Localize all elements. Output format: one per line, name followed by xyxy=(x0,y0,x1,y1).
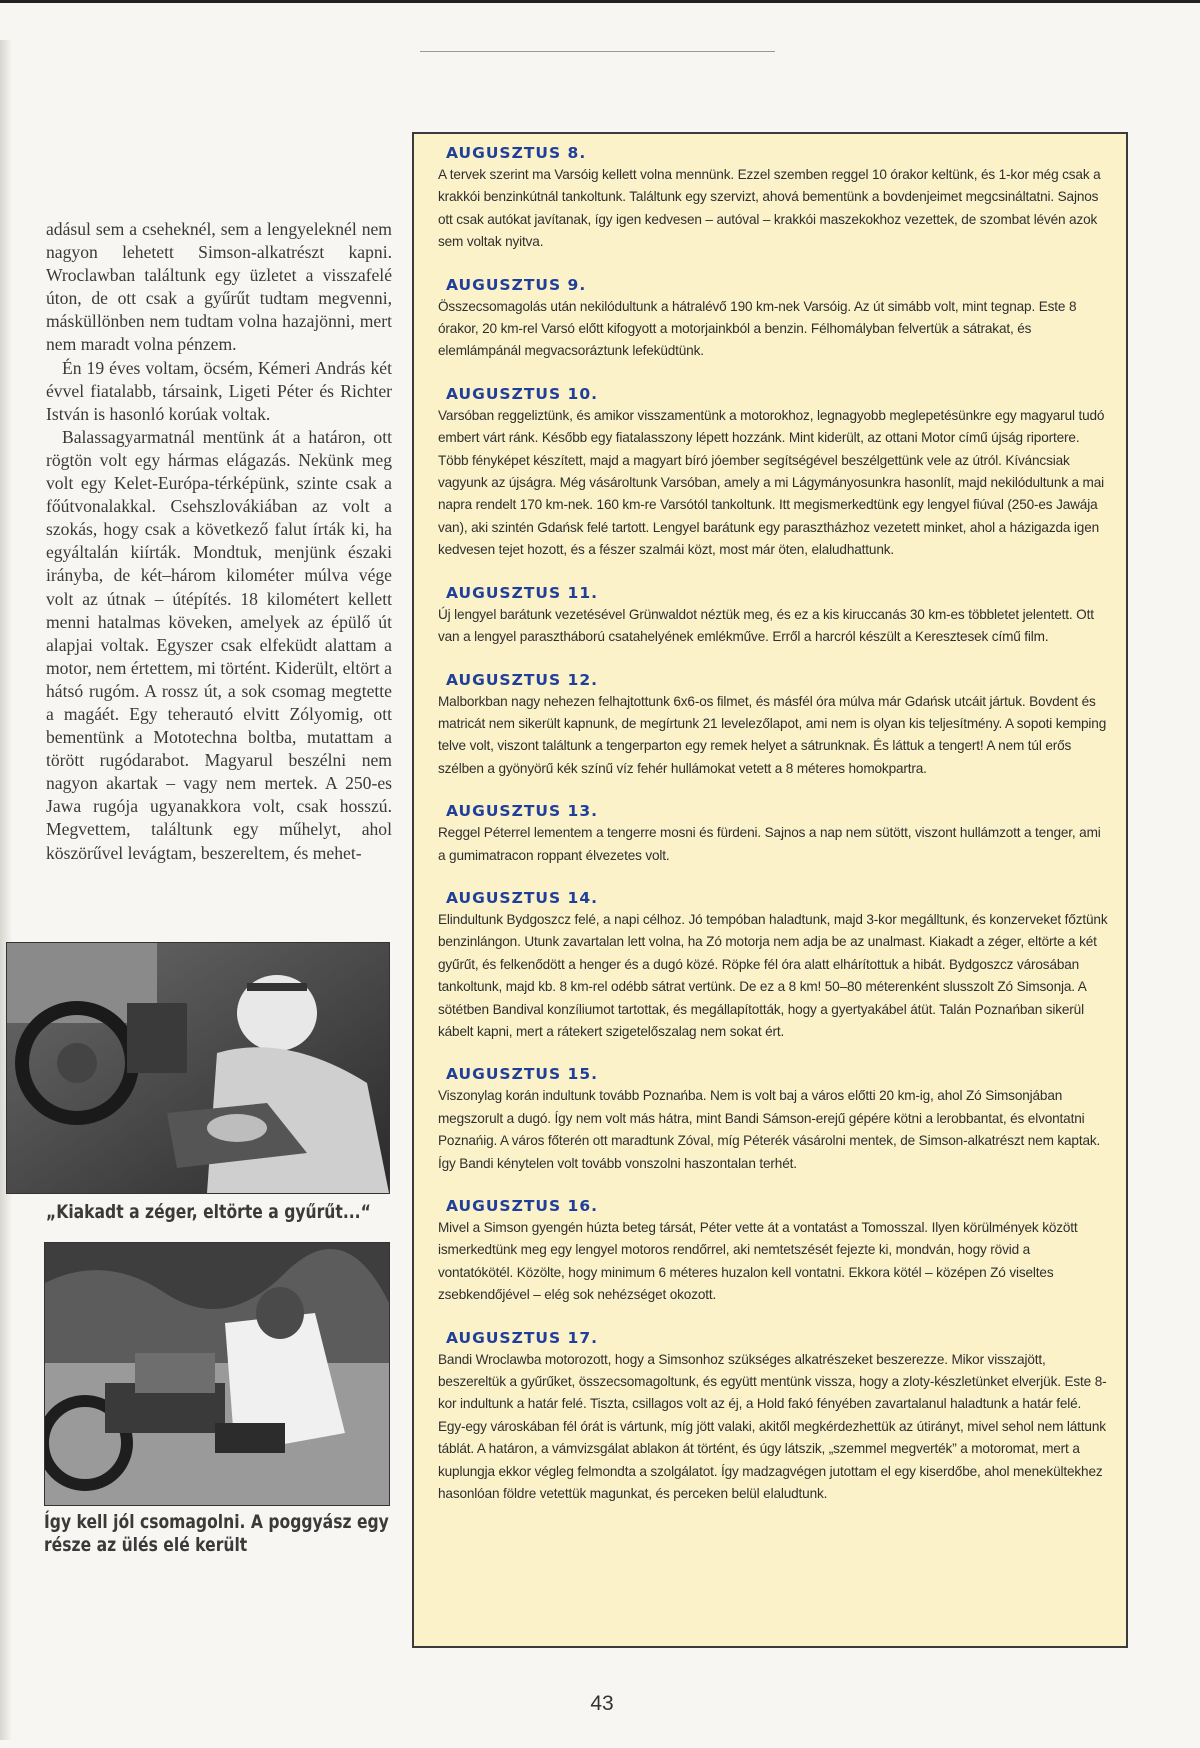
diary-entry xyxy=(438,671,1108,781)
photo-motorcycle-repair xyxy=(6,942,390,1194)
left-text-column xyxy=(46,218,392,865)
entry-date: AUGUSZTUS 9. xyxy=(446,275,587,294)
entry-text: Viszonylag korán indultunk tovább Poznańba. Nem is volt baj a város előtti 20 km-ig, ahol Zó Simsonjában megszorult a dugó. Így nem volt más hátra, mint Bandi Sámson-erejű gépére kötni a lerobbantat, és elvontatni Poznańig. A város főterén ott maradtunk Zóval, míg Péterék vásárolni mentek, de Simson-alkatrészt nem kaptak. Így Bandi kénytelen volt tovább vonszolni haszontalan terhét. xyxy=(438,1088,1101,1171)
diary-entry xyxy=(438,584,1108,649)
page-top-rule xyxy=(0,0,1200,3)
entry-date: AUGUSZTUS 17. xyxy=(446,1328,598,1347)
entry-date: AUGUSZTUS 14. xyxy=(446,888,598,907)
photo-packing-luggage xyxy=(44,1242,390,1506)
photo-caption: Így kell jól csomagolni. A poggyász egy része az ülés elé került xyxy=(44,1511,389,1556)
entry-date: AUGUSZTUS 11. xyxy=(446,583,598,602)
entry-text: Mivel a Simson gyengén húzta beteg társát, Péter vette át a vontatást a Tomosszal. Ilyen körülmények között ismerkedtünk meg egy lengyel motoros rendőrrel, aki nemtetszését fejezte ki, mondván, hogy rövid a vontatókötél. Közölte, hogy minimum 6 méteres huzalon kell vontatni. Ekkora kötél – középen Zó viseltes zsebkendőjével – elég sok nehézséget okozott. xyxy=(438,1220,1078,1303)
entry-date: AUGUSZTUS 8. xyxy=(446,144,587,162)
entry-text: Varsóban reggeliztünk, és amikor visszamentünk a motorokhoz, legnagyobb meglepetésünkre egy magyarul tudó embert várt ránk. Később egy fiatalasszony lépett hozzánk. Mint kiderült, az ottani Motor című újság riportere. Több fényképet készített, majd a magyart bíró jóember segítségével beszélgettünk vele az útról. Kíváncsiak vagyunk az újságra. Még vásároltunk Varsóban, amely a mi Lágymányosunkra hasonlít, majd nekilódultunk a mai napra rendelt 170 km-nek. 160 km-re Varsótól tankoltunk. Itt megismerkedtünk egy lengyel fiúval (250-es Jawája van), aki szintén Gdańsk felé tartott. Lengyel barátunk egy parasztházhoz vezetett minket, ahol a házigazda igen kedvesen tejet hozott, és a fészer szalmái közt, most már öten, elaludhattunk. xyxy=(438,407,1105,558)
diary-entry xyxy=(438,1065,1108,1175)
header-rule xyxy=(420,51,775,52)
entry-date: AUGUSZTUS 12. xyxy=(446,670,598,689)
page-number: 43 xyxy=(590,1692,614,1715)
diary-entry xyxy=(438,1329,1108,1506)
entry-date: AUGUSZTUS 10. xyxy=(446,384,598,403)
diary-box xyxy=(412,132,1128,1648)
entry-date: AUGUSZTUS 15. xyxy=(446,1065,598,1084)
entry-text: Új lengyel barátunk vezetésével Grünwaldot néztük meg, és ez a kis kiruccanás 30 km-es többletet jelentett. Ott van a lengyel parasztháború csatahelyének emlékműve. Erről a harcról készült a Keresztesek című film. xyxy=(438,606,1094,645)
paragraph: Én 19 éves voltam, öcsém, Kémeri András két évvel fiatalabb, társaink, Ligeti Péter és Richter István is hasonló korúak voltak. xyxy=(46,357,392,424)
entry-text: Reggel Péterrel lementem a tengerre mosni és fürdeni. Sajnos a nap nem sütött, viszont hullámzott a tenger, ami a gumimatracon roppant élvezetes volt. xyxy=(438,825,1101,863)
diary-entry xyxy=(438,802,1108,867)
paragraph: Balassagyarmatnál mentünk át a határon, ott rögtön volt egy hármas elágazás. Nekünk meg volt egy Kelet-Európa-térképünk, szinte csak a főútvonalakkal. Csehszlovákiában az volt a szokás, hogy csak a következő falut írták ki, ha egyáltalán kiírták. Mondtuk, menjünk északi irányba, de két–három kilométer múlva vége volt az útnak – útépítés. 18 kilométert kellett menni hatalmas köveken, amelyek az épülő út alapjai voltak. Egyszer csak elfeküdt alattam a motor, nem értettem, mi történt. Kiderült, eltört a hátsó rugóm. A rossz út, a sok csomag megtette a magáét. Egy teherautó elvitt Zólyomig, ott bementünk a Mototechna boltba, mutattam a törött rugódarabot. Magyarul beszélni nem nagyon akartak – vagy nem mertek. A 250-es Jawa rugója ugyanakkora volt, csak hosszú. Megvettem, találtunk egy műhelyt, ahol köszörűvel levágtam, beszereltem, és mehet- xyxy=(46,426,392,863)
entry-text: Elindultunk Bydgoszcz felé, a napi célhoz. Jó tempóban haladtunk, majd 3-kor megálltunk, és konzerveket főztünk benzinlángon. Utunk zavartalan lett volna, ha Zó motorja nem adja be az unalmast. Kiakadt a zéger, eltörte a két gyűrűt, és felkenődött a henger és a dugó közé. Röpke fél óra alatt elhárítottuk a hibát. Bydgoszcz városában tankoltunk, majd kb. 8 km-rel odébb sátrat vertünk. De ez a 8 km! 50–80 méterenként slusszolt Zó Simsonja. A sötétben Bandival konzíliumot tartottak, és megállapították, hogy a gyertyakábel átüt. Talán Poznańban sikerül kábelt kapni, mert a rátekert szigetelőszalag nem sokat ért. xyxy=(438,911,1108,1039)
entry-text: Összecsomagolás után nekilódultunk a hátralévő 190 km-nek Varsóig. Az út simább volt, mint tegnap. Este 8 órakor, 20 km-rel Varsó előtt kifogyott a motorjainkból a benzin. Félhomályban felvertük a sátrakat, és elemlámpánál megvacsoráztunk lefeküdtünk. xyxy=(438,298,1077,359)
diary-entry xyxy=(438,385,1108,562)
entry-text: A tervek szerint ma Varsóig kellett volna mennünk. Ezzel szemben reggel 10 órakor keltünk, és 1-kor még csak a krakkói benzinkútnál tankoltunk. Találtunk egy szervizt, ahová bementünk a bovdenjeimet megcsináltatni. Sajnos ott csak autókat javítanak, így igen kedvesen – autóval – krakkói maszekokhoz vezettek, de szombat lévén azok sem voltak nyitva. xyxy=(438,167,1101,250)
entry-date: AUGUSZTUS 16. xyxy=(446,1197,598,1215)
paragraph: adásul sem a cseheknél, sem a lengyeleknél nem nagyon lehetett Simson-alkatrészt kapni. Wroclawban találtunk egy üzletet a visszafelé úton, de ott csak a gyűrűt tudtam megvenni, másküllönben nem tudtam volna hazajönni, mert nem maradt volna pénzem. xyxy=(46,219,392,355)
diary-entry xyxy=(438,1197,1108,1307)
diary-entry xyxy=(438,889,1108,1043)
entry-date: AUGUSZTUS 13. xyxy=(446,802,598,821)
photo-caption: „Kiakadt a zéger, eltörte a gyűrűt...“ xyxy=(46,1201,371,1223)
entry-text: Malborkban nagy nehezen felhajtottunk 6x6-os filmet, és másfél óra múlva már Gdańsk utcáit jártuk. Bovdent és matricát nem sikerült kapnunk, de megírtunk 21 levelezőlapot, ami nem is olyan kis teljesítmény. A sopoti kemping telve volt, viszont találtunk a tengerparton egy remek helyet a sátrunknak. És láttuk a tengert! A nem túl erős szélben a gyönyörű kék színű víz fehér hullámokat vetett a 8 méteres homokpartra. xyxy=(438,693,1107,776)
diary-entry xyxy=(438,276,1108,363)
entry-text: Bandi Wroclawba motorozott, hogy a Simsonhoz szükséges alkatrészeket beszerezze. Mikor visszajött, beszereltük a gyűrűket, összecsomagoltunk, és együtt mentünk vissza, hogy a zloty-készletünket elverjük. Este 8-kor indultunk a határ felé. Tiszta, csillagos volt az éj, a Hold fakó fényében zavartalanul haladtunk a határ felé. Egy-egy városkában fél órát is vártunk, míg jött valaki, akitől megkérdezhettük az útirányt, mivel sehol nem láttunk táblát. A határon, a vámvizsgálat ablakon át történt, és úgy látszik, „szemmel megverték” a motoromat, mert a kuplungja ekkor végleg felmondta a szolgálatot. Így madzagvégen jutottam el egy kiserdőbe, ahol menekültekhez hasonlóan földre vetettük magunkat, és perceken belül elaludtunk. xyxy=(438,1351,1107,1502)
page-edge-shadow xyxy=(0,40,12,1740)
diary-entry xyxy=(438,144,1108,254)
